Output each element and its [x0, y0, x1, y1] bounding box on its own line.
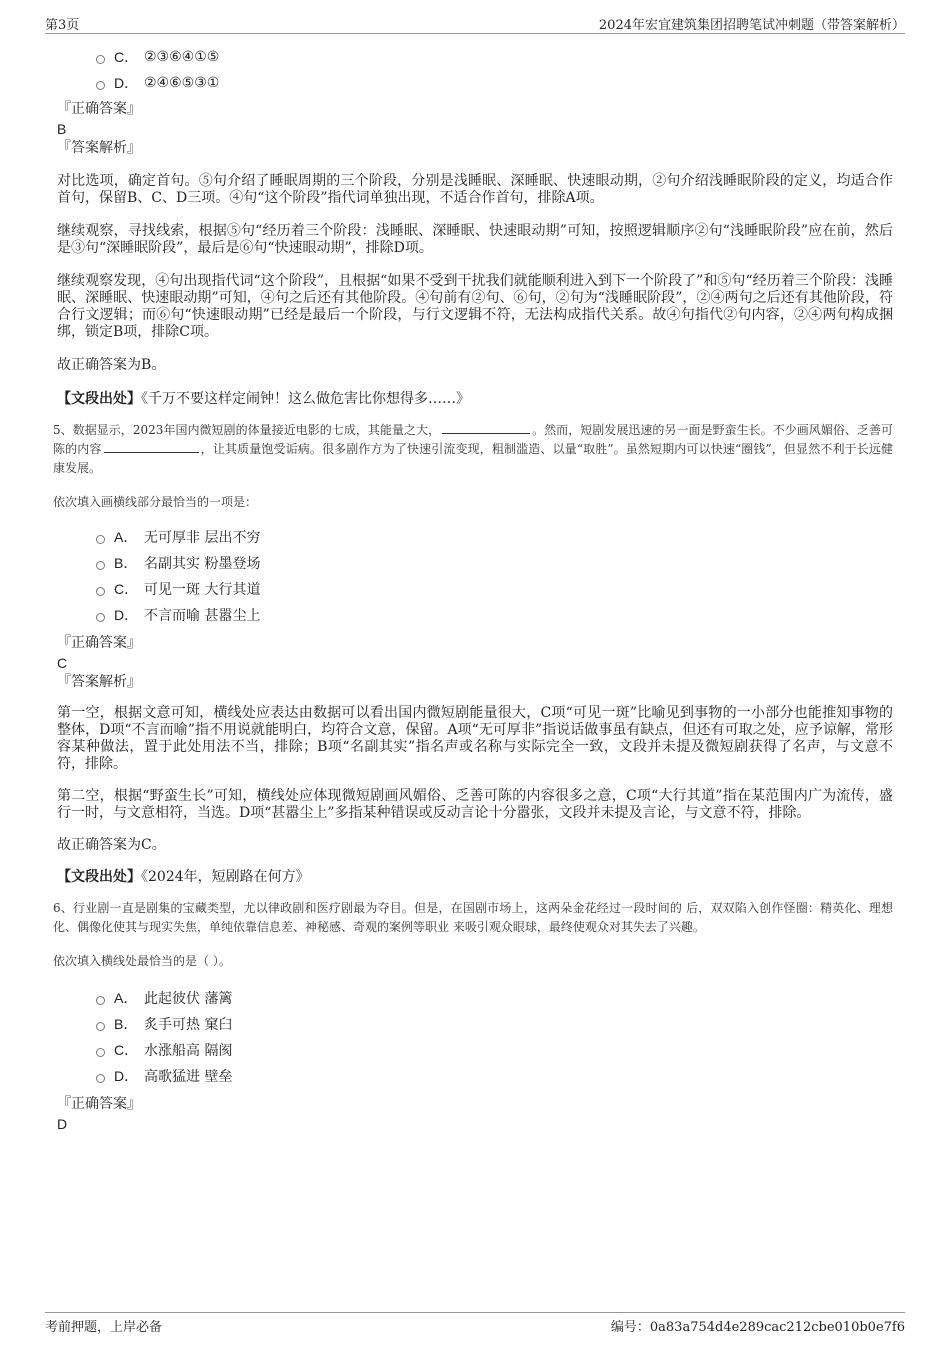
radio-icon[interactable]	[96, 996, 105, 1005]
q4-options	[57, 44, 893, 96]
radio-icon[interactable]	[96, 561, 105, 570]
option-d[interactable]: D． ②④⑥⑤③①	[57, 70, 893, 96]
question-6-stem: 6、行业剧一直是剧集的宝藏类型，尤以律政剧和医疗剧最为夺目。但是，在国剧市场上，这两朵金花经过一段时间的 后，双双陷入创作怪圈：精英化、理想化、偶像化使其与现实失焦，单纯依靠信息差、神秘感、奇观的案例等职业 来吸引观众眼球，最终使观众对其失去了兴趣。	[53, 901, 893, 934]
analysis-paragraph: 继续观察发现，④句出现指代词“这个阶段”，且根据“如果不受到干扰我们就能顺利进入到下一个阶段了”和⑤句“经历着三个阶段：浅睡眠、深睡眠、快速眼动期”可知，④句之后还有其他阶段。④句前有②句、⑥句，②句为“浅睡眠阶段”，②④两句之后还有其他阶段，符合行文逻辑；而⑥句“快速眼动期”已经是最后一个阶段，与行文逻辑不符，无法构成指代关系。故④句指代②句内容，②④两句构成捆绑，锁定B项，排除C项。	[57, 273, 893, 340]
page-footer	[45, 1312, 905, 1335]
radio-icon[interactable]	[96, 1074, 105, 1083]
analysis-paragraph: 第二空，根据“野蛮生长”可知，横线处应体现微短剧画风媚俗、乏善可陈的内容很多之意，C项“大行其道”指在某范围内广为流传，盛行一时，与文意相符，当选。D项“甚嚣尘上”多指某种错误或反动言论十分嚣张，文段并未提及言论，与文意不符，排除。	[57, 788, 893, 821]
radio-icon[interactable]	[96, 1048, 105, 1057]
option-c[interactable]: C． 水涨船高 隔阂	[57, 1037, 893, 1063]
q6-options	[57, 985, 893, 1089]
option-c[interactable]: C． ②③⑥④①⑤	[57, 44, 893, 70]
correct-answer-label: 『正确答案』	[57, 635, 141, 651]
page-content	[53, 44, 893, 1134]
q5-options	[57, 524, 893, 628]
question-5-stem: 5、数据显示，2023年国内微短剧的体量接近电影的七成，其能量之大， 。然而，短剧发展迅速的另一面是野蛮生长。不少画风媚俗、乏善可陈的内容 ，让其质量饱受诟病。很多剧作方为了快速引流变现，粗制滥造、以量“取胜”。虽然短期内可以快速“圈钱”，但显然不利于长远健康发展。	[53, 423, 893, 475]
correct-answer-label: 『正确答案』	[57, 101, 141, 117]
option-a[interactable]: A． 此起彼伏 藩篱	[57, 985, 893, 1011]
correct-answer: D	[57, 1116, 68, 1132]
option-d[interactable]: D． 高歌猛进 壁垒	[57, 1063, 893, 1089]
source-line: 【文段出处】《千万不要这样定闹钟！这么做危害比你想得多……》	[57, 391, 470, 407]
option-d[interactable]: D． 不言而喻 甚嚣尘上	[57, 602, 893, 628]
source-line: 【文段出处】《2024年，短剧路在何方》	[57, 869, 310, 885]
blank-line	[442, 421, 530, 434]
page-number: 第3页	[45, 18, 80, 33]
radio-icon[interactable]	[96, 613, 105, 622]
analysis-conclusion: 故正确答案为C。	[57, 837, 166, 853]
blank-line	[104, 440, 199, 453]
footer-slogan: 考前押题，上岸必备	[45, 1320, 163, 1335]
analysis-paragraph: 对比选项，确定首句。⑤句介绍了睡眠周期的三个阶段，分别是浅睡眠、深睡眠、快速眼动期，②句介绍浅睡眠阶段的定义，均适合作首句，保留B、C、D三项。④句“这个阶段”指代词单独出现，不适合作首句，排除A项。	[57, 173, 893, 206]
analysis-paragraph: 第一空，根据文意可知，横线处应表达由数据可以看出国内微短剧能量很大，C项“可见一斑”比喻见到事物的一小部分也能推知事物的整体，D项“不言而喻”指不用说就能明白，均符合文意，保留。A项“无可厚非”指说话做事虽有缺点，但还有可取之处，应予谅解，常形容某种做法，置于此处用法不当，排除；B项“名副其实”指名声或名称与实际完全一致，文段并未提及微短剧获得了名声，与文意不符，排除。	[57, 705, 893, 772]
analysis-paragraph: 继续观察，寻找线索，根据⑤句“经历着三个阶段：浅睡眠、深睡眠、快速眼动期”可知，按照逻辑顺序②句“浅睡眠阶段”应在前，然后是③句“深睡眠阶段”，最后是⑥句“快速眼动期”，排除D项。	[57, 223, 893, 256]
question-5-prompt: 依次填入画横线部分最恰当的一项是：	[53, 495, 258, 509]
option-a[interactable]: A． 无可厚非 层出不穷	[57, 524, 893, 550]
analysis-conclusion: 故正确答案为B。	[57, 357, 166, 373]
radio-icon[interactable]	[96, 587, 105, 596]
radio-icon[interactable]	[96, 55, 105, 64]
page-header	[45, 13, 905, 34]
radio-icon[interactable]	[96, 81, 105, 90]
document-code: 编号：0a83a754d4e289cac212cbe010b0e7f6	[610, 1320, 905, 1335]
correct-answer: C	[57, 655, 68, 671]
correct-answer: B	[57, 121, 67, 137]
question-6-prompt: 依次填入横线处最恰当的是（ ）。	[53, 954, 231, 968]
analysis-label: 『答案解析』	[57, 674, 141, 690]
option-b[interactable]: B． 名副其实 粉墨登场	[57, 550, 893, 576]
radio-icon[interactable]	[96, 1022, 105, 1031]
analysis-label: 『答案解析』	[57, 140, 141, 156]
correct-answer-label: 『正确答案』	[57, 1096, 141, 1112]
document-title: 2024年宏宜建筑集团招聘笔试冲刺题（带答案解析）	[598, 18, 905, 33]
option-c[interactable]: C． 可见一斑 大行其道	[57, 576, 893, 602]
option-b[interactable]: B． 炙手可热 窠臼	[57, 1011, 893, 1037]
radio-icon[interactable]	[96, 535, 105, 544]
